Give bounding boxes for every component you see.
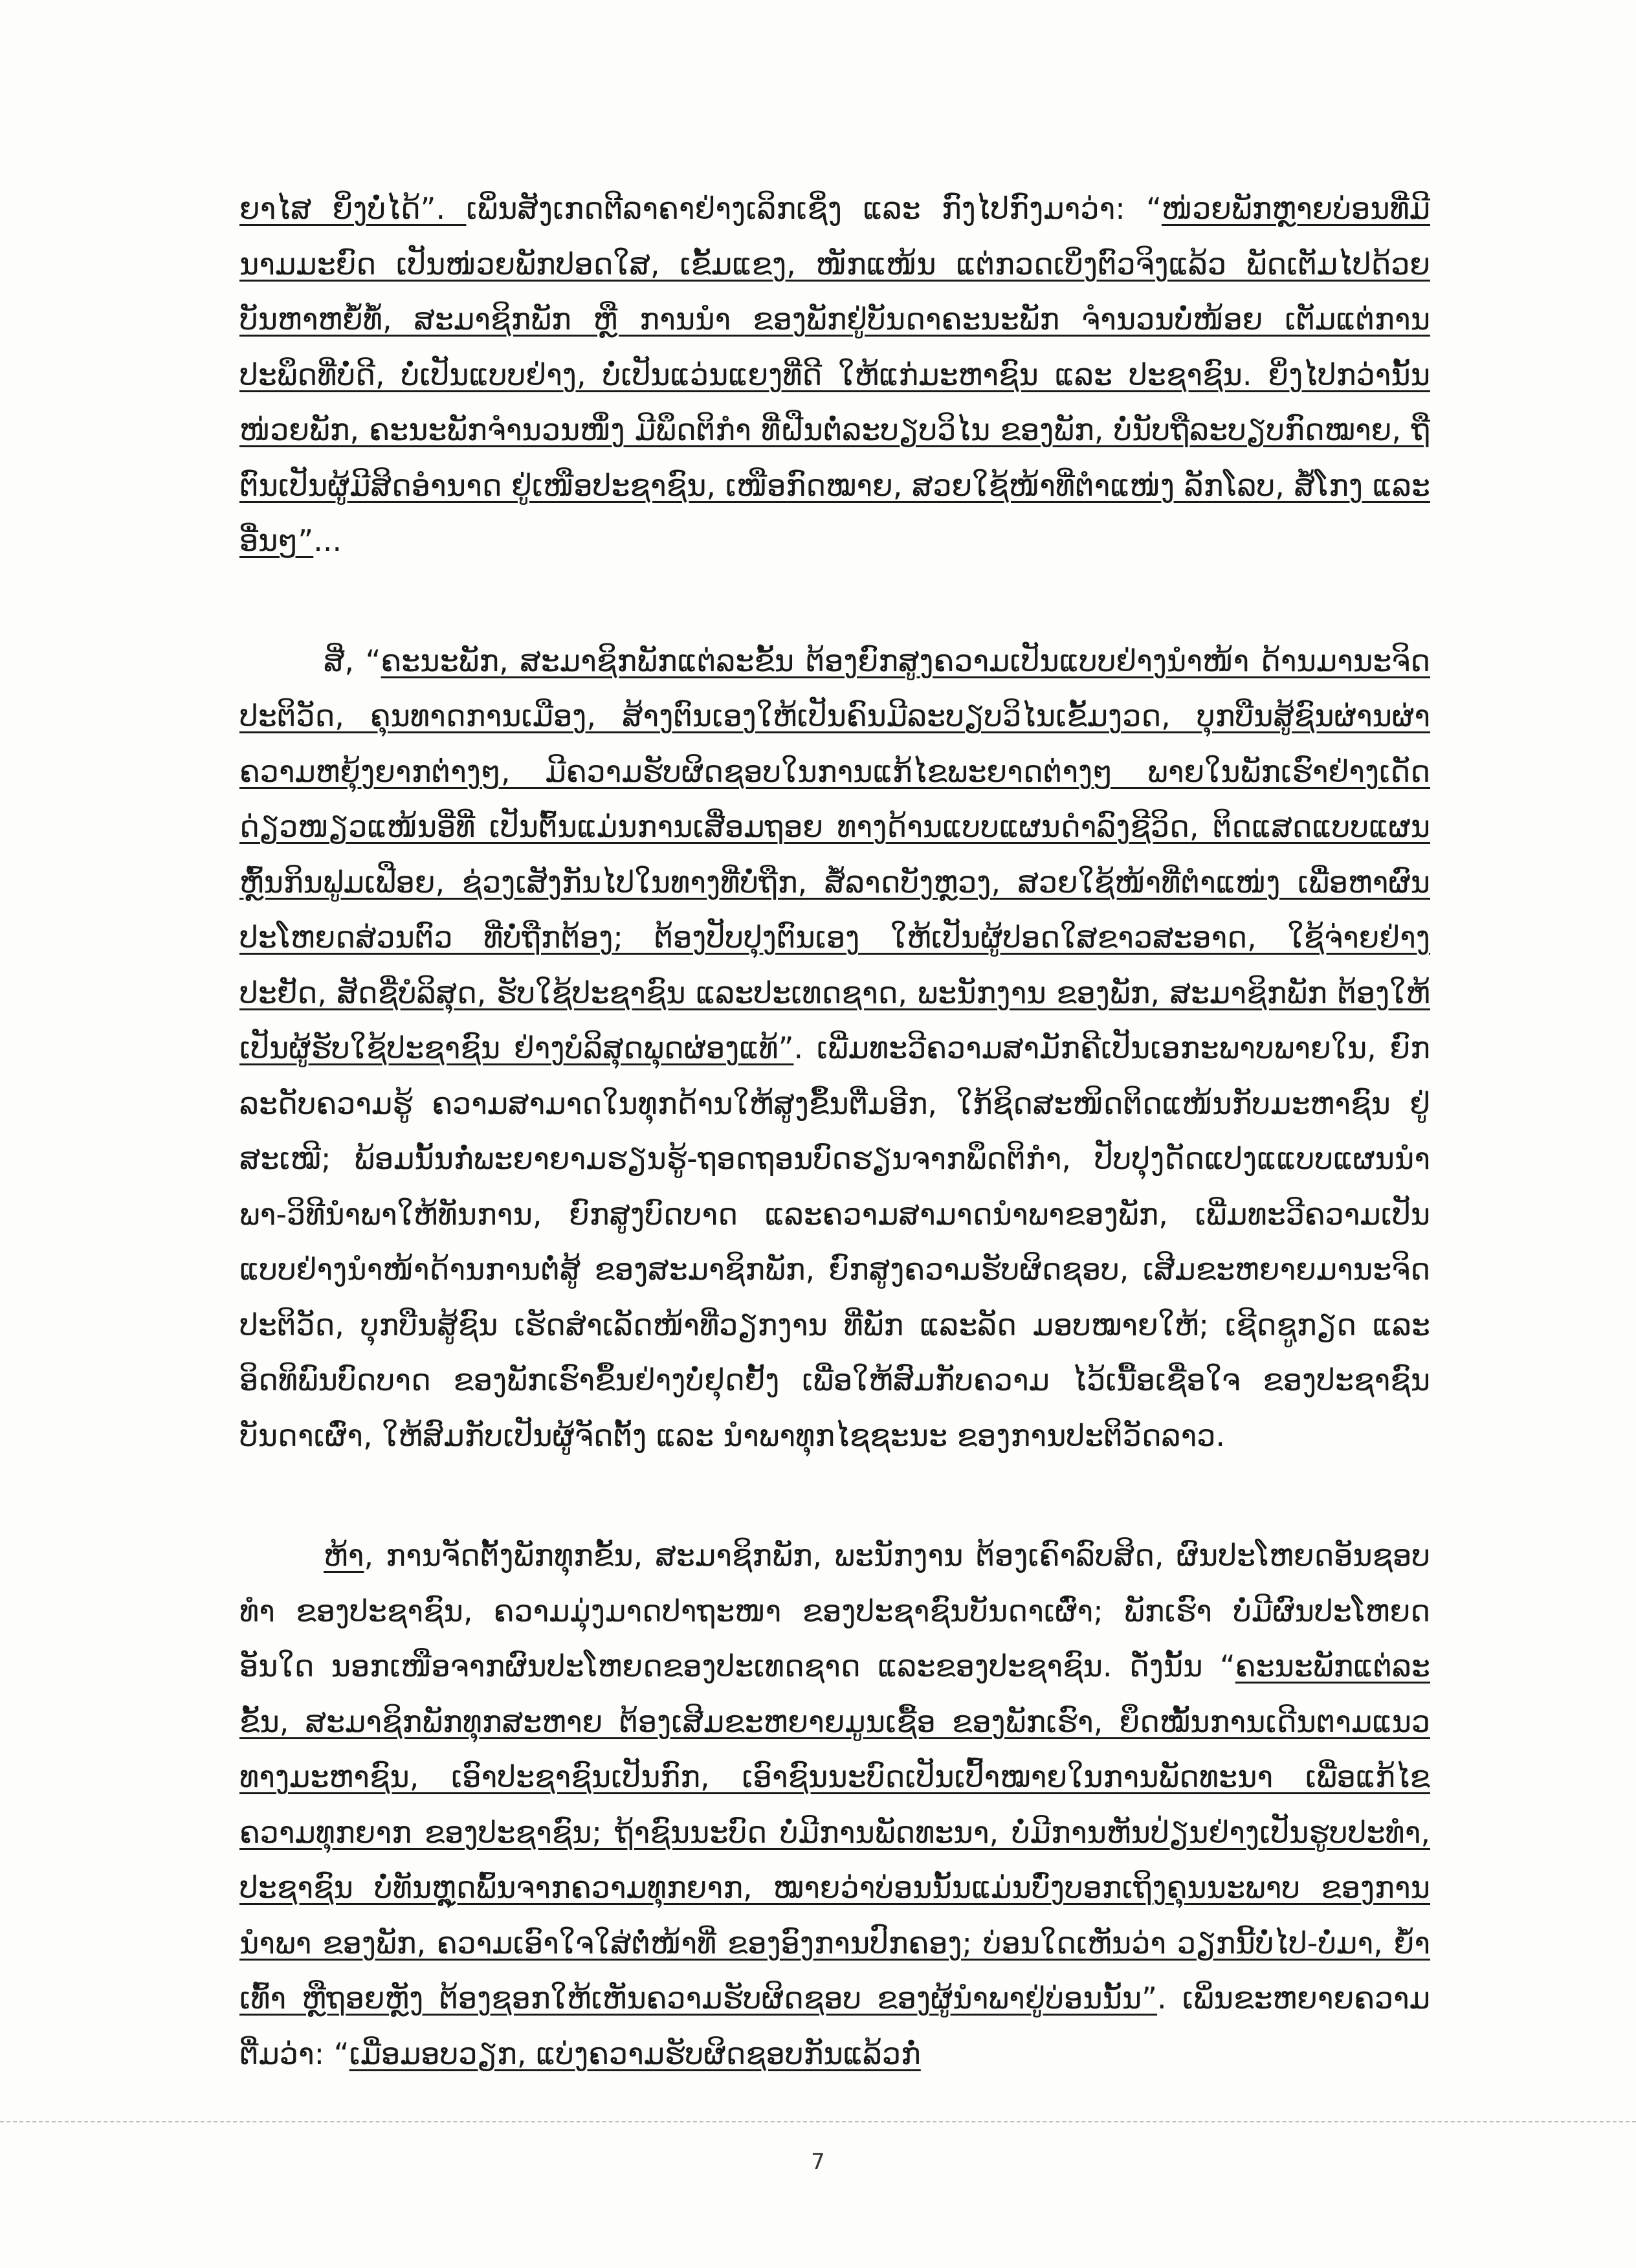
ellipsis: ... (313, 523, 342, 558)
text-run: ຍາໄສ ຍິ່ງບໍ່ໄດ້”. (239, 191, 467, 226)
document-page (239, 181, 1430, 2082)
text-run: . ເພີ່ມທະວີຄວາມສາມັກຄີເປັນເອກະພາບພາຍໃນ, ຍົກລະດັບຄວາມຮູ້ ຄວາມສາມາດໃນທຸກດ້ານໃຫ້ສູງຂຶ້ນຕື່ມອີກ, ໃກ້ຊິດສະໜິດຕິດແໜ້ນກັບມະຫາຊົນ ຢູ່ສະເໝີ; ພ້ອມນັ້ນກໍ່ພະຍາຍາມຮຽນຮູ້-ຖອດຖອນບົດຮຽນຈາກພຶດຕິກໍາ, ປັບປຸງດັດແປງແແບບແຜນນໍາພາ-ວິທີນໍາພາໃຫ້ທັນການ, ຍົກສູງບົດບາດ ແລະຄວາມສາມາດນໍາພາຂອງພັກ, ເພີ່ມທະວີຄວາມເປັນແບບຢ່າງນໍາໜ້າດ້ານການຕໍ່ສູ້ ຂອງສະມາຊິກພັກ, ຍົກສູງຄວາມຮັບຜິດຊອບ, ເສີມຂະຫຍາຍມານະຈິດປະຕິວັດ, ບຸກບືນສູ້ຊົນ ເຮັດສໍາເລັດໜ້າທີ່ວຽກງານ ທີ່ພັກ ແລະລັດ ມອບໝາຍໃຫ້; ເຊີດຊູກຽດ ແລະອິດທິພົນບົດບາດ ຂອງພັກເຮົາຂຶ້ນຢ່າງບໍ່ຢຸດຢັ້ງ ເພື່ອໃຫ້ສົມກັບຄວາມ ໄວ້ເນື້ອເຊື່ອໃຈ ຂອງປະຊາຊົນບັນດາເຜົ່າ, ໃຫ້ສົມກັບເປັນຜູ້ຈັດຕັ້ງ ແລະ ນໍາພາທຸກໄຊຊະນະ ຂອງການປະຕິວັດລາວ. (239, 1030, 1431, 1453)
paragraph-2 (239, 634, 1430, 1464)
quoted-passage: ເມື່ອມອບວຽກ, ແບ່ງຄວາມຮັບຜິດຊອບກັນແລ້ວກໍ່ (349, 2036, 921, 2071)
quoted-passage: ຄະນະພັກ, ສະມາຊິກພັກແຕ່ລະຂັ້ນ ຕ້ອງຍົກສູງຄວາມເປັນແບບຢ່າງນໍາໜ້າ ດ້ານມານະຈິດປະຕິວັດ, ຄຸນທາດການເມືອງ, ສ້າງຕົນເອງໃຫ້ເປັນຄົນມີລະບຽບວິໄນເຂັ້ມງວດ, ບຸກບືນສູ້ຊົນຜ່ານຜ່າຄວາມຫຍຸ້ງຍາກຕ່າງໆ, ມີຄວາມຮັບຜິດຊອບໃນການແກ້ໄຂພະຍາດຕ່າງໆ ພາຍໃນພັກເຮົາຢ່າງເດັດດ່ຽວໜຽວແໜ້ນອີ່ທີ່ ເປັນຕົ້ນແມ່ນການເສື່ອມຖອຍ ທາງດ້ານແບບແຜນດໍາລົງຊີວິດ, ຕິດແສດແບບແຜນຫຼົ້ນກິນຟູມເຟືອຍ, ຊ່ວງເສັງກັນໄປໃນທາງທີ່ບໍ່ຖືກ, ສໍ້ລາດບັງຫຼວງ, ສວຍໃຊ້ໜ້າທີ່ຕໍາແໜ່ງ ເພື່ອຫາຜົນປະໂຫຍດສ່ວນຕົວ ທີ່ບໍ່ຖືກຕ້ອງ; ຕ້ອງປັບປຸງຕົນເອງ ໃຫ້ເປັນຜູ້ປອດໃສຂາວສະອາດ, ໃຊ້ຈ່າຍຢ່າງປະຢັດ, ສັດຊື່ບໍລິສຸດ, ຮັບໃຊ້ປະຊາຊົນ ແລະປະເທດຊາດ, ພະນັກງານ ຂອງພັກ, ສະມາຊິກພັກ ຕ້ອງໃຫ້ເປັນຜູ້ຮັບໃຊ້ປະຊາຊົນ ຢ່າງບໍລິສຸດພຸດຜ່ອງແທ້” (239, 643, 1431, 1065)
page-number: 7 (811, 2149, 825, 2175)
text-run: ສີ່, “ (324, 643, 381, 678)
section-marker: ຫ້າ (324, 1538, 364, 1573)
text-run: , ການຈັດຕັ້ງພັກທຸກຂັ້ນ, ສະມາຊິກພັກ, ພະນັກງານ ຕ້ອງເຄົາລົບສິດ, ຜົນປະໂຫຍດອັນຊອບທໍາ ຂອງປະຊາຊົນ, ຄວາມມຸ່ງມາດປາຖະໜາ ຂອງປະຊາຊົນບັນດາເຜົ່າ; ພັກເຮົາ ບໍ່ມີຜົນປະໂຫຍດອັນໃດ ນອກເໜືອຈາກຜົນປະໂຫຍດຂອງປະເທດຊາດ ແລະຂອງປະຊາຊົນ. ດັ່ງນັ້ນ “ (239, 1538, 1430, 1684)
quoted-passage: ຄະນະພັກແຕ່ລະຂັ້ນ, ສະມາຊິກພັກທຸກສະຫາຍ ຕ້ອງເສີມຂະຫຍາຍມູນເຊື້ອ ຂອງພັກເຮົາ, ຍຶດໝັ້ນການເດີນຕາມແນວທາງມະຫາຊົນ, ເອົາປະຊາຊົນເປັນກົກ, ເອົາຊົນນະບົດເປັນເປົ້າໝາຍໃນການພັດທະນາ ເພື່ອແກ້ໄຂຄວາມທຸກຍາກ ຂອງປະຊາຊົນ; ຖ້າຊົນນະບົດ ບໍ່ມີການພັດທະນາ, ບໍ່ມີການຫັນປ່ຽນຢ່າງເປັນຮູບປະທໍາ, ປະຊາຊົນ ບໍ່ທັນຫຼຸດພົ້ນຈາກຄວາມທຸກຍາກ, ໝາຍວ່າບ່ອນນັ້ນແມ່ນບົ່ງບອກເຖິງຄຸນນະພາບ ຂອງການນໍາພາ ຂອງພັກ, ຄວາມເອົາໃຈໃສ່ຕໍ່ໜ້າທີ່ ຂອງອົງການປົກຄອງ; ບ່ອນໃດເຫັນວ່າ ວຽກນີ້ບໍ່ໄປ-ບໍ່ມາ, ຍ້ໍາເທົ້າ ຫຼືຖອຍຫຼັງ ຕ້ອງຊອກໃຫ້ເຫັນຄວາມຮັບຜິດຊອບ ຂອງຜູ້ນໍາພາຢູ່ບ່ອນນັ້ນ” (239, 1649, 1430, 2016)
paragraph-1 (239, 181, 1430, 569)
text-run: ເພິ່ນສັງເກດຕີລາຄາຢ່າງເລິກເຊິ່ງ ແລະ ກົງໄປກົງມາວ່າ: “ (466, 191, 1162, 226)
page-bottom-rule (0, 2121, 1636, 2122)
paragraph-3 (239, 1528, 1430, 2082)
text-run: . ເພິ່ນຂະຫຍາຍຄວາມຕື່ມວ່າ: “ (239, 1981, 1430, 2071)
quoted-passage: ໜ່ວຍພັກຫຼາຍບ່ອນທີ່ມີນາມມະຍົດ ເປັນໜ່ວຍພັກປອດໃສ, ເຂັ້ມແຂງ, ໜັກແໜ້ນ ແຕ່ກວດເບິ່ງຕົວຈິງແລ້ວ ພັດເຕັມໄປດ້ວຍບັນຫາຫຍໍ້ທໍ້, ສະມາຊິກພັກ ຫຼື ການນໍາ ຂອງພັກຢູ່ບັນດາຄະນະພັກ ຈໍານວນບໍ່ໜ້ອຍ ເຕັມແຕ່ການປະພຶດທີ່ບໍ່ດີ, ບໍ່ເປັນແບບຢ່າງ, ບໍ່ເປັນແວ່ນແຍງທີ່ດີ ໃຫ້ແກ່ມະຫາຊົນ ແລະ ປະຊາຊົນ. ຍິ່ງໄປກວ່ານັ້ນ ໜ່ວຍພັກ, ຄະນະພັກຈໍານວນໜຶ່ງ ມີພຶດຕິກໍາ ທີ່ຝືນຕໍ່ລະບຽບວິໄນ ຂອງພັກ, ບໍ່ນັບຖືລະບຽບກົດໝາຍ, ຖືຕົນເປັນຜູ້ມີສິດອໍານາດ ຢູ່ເໜືອປະຊາຊົນ, ເໜືອກົດໝາຍ, ສວຍໃຊ້ໜ້າທີ່ຕໍາແໜ່ງ ລັກໂລບ, ສໍ້ໂກງ ແລະ ອື່ນໆ” (239, 191, 1431, 558)
